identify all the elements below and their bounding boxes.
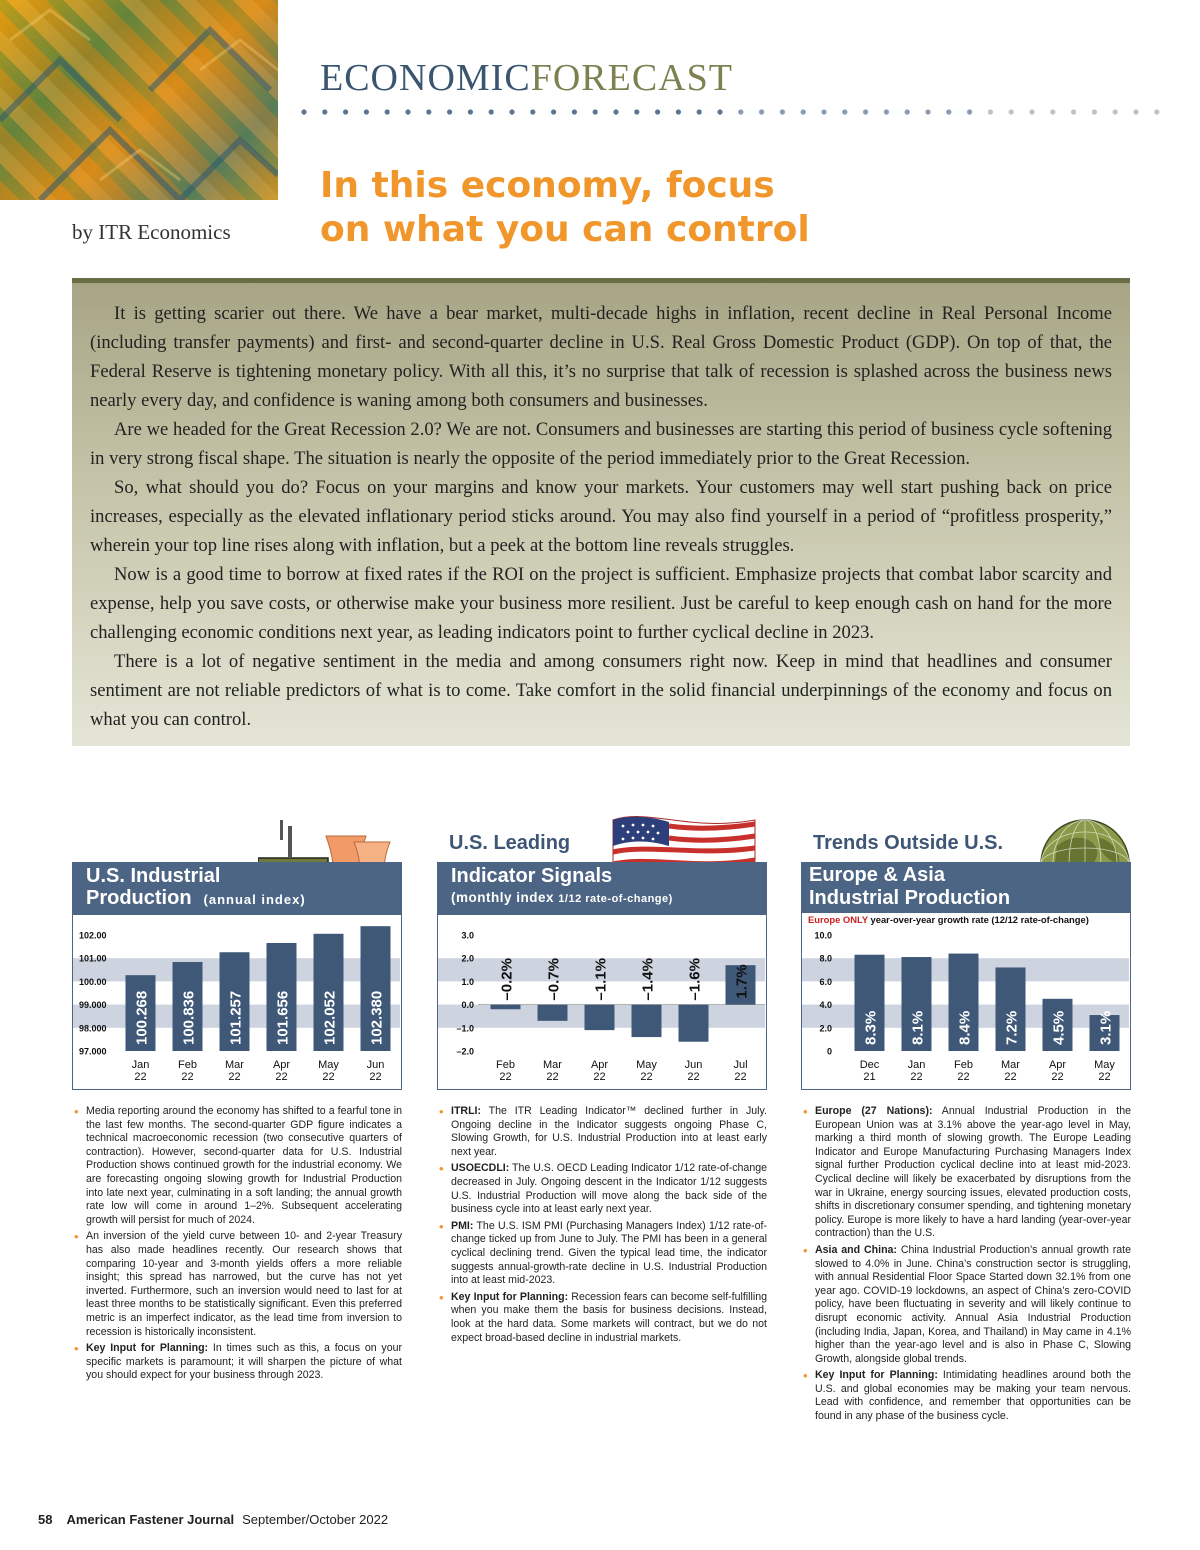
publication-name: American Fastener Journal xyxy=(66,1512,235,1527)
x-tick-label: 21 xyxy=(863,1071,876,1083)
x-tick-label: 22 xyxy=(546,1071,559,1083)
page-footer xyxy=(38,1512,388,1527)
x-tick-label: Jul xyxy=(733,1059,748,1071)
bar-value-label: 8.4% xyxy=(956,1010,974,1045)
x-tick-label: 22 xyxy=(1004,1071,1017,1083)
x-tick-label: May xyxy=(318,1059,339,1071)
y-tick-label: 1.0 xyxy=(461,976,474,987)
chart-header xyxy=(72,862,402,914)
y-tick-label: 97.000 xyxy=(79,1046,107,1057)
section-title: ECONOMICFORECAST xyxy=(320,57,733,99)
chart-body xyxy=(437,914,767,1090)
divider-dot xyxy=(405,109,410,114)
intro-paragraph: So, what should you do? Focus on your margins and know your markets. Your customers may well start pushing back on price increases, especially as the elevated inflationary period sticks around. You may also find yourself in a period of “profitless prosperity,” wherein your top line rises along with inflation, but a peek at the bottom line reveals struggles. xyxy=(90,477,1112,556)
divider-dot xyxy=(530,109,535,114)
intro-paragraph: There is a lot of negative sentiment in the media and among consumers right now. Keep in mind that headlines and consumer sentiment are not reliable predictors of what is to come. Take comfort in the solid financial underpinnings of the economy and focus on what you can control. xyxy=(90,651,1112,730)
bullet-item: • ITRLI: The ITR Leading Indicator™ declined further in July. Ongoing decline in the Indicator suggests ongoing Phase C, Slowing Growth, for U.S. Industrial Production into at least early next year. xyxy=(437,1105,767,1159)
bullet-item: • Europe (27 Nations): Annual Industrial Production in the European Union was at 3.1% above the year-ago level in May, marking a third month of slowing growth. The Europe Leading Indicator and Europe Manufacturing Purchasing Managers Index signal further Production cyclical decline into at least mid-2023. Cyclical decline will likely be exacerbated by disruptions from the war in Ukraine, energy sourcing issues, elevated production costs, shifts in discretionary consumer spending, and tightening monetary policy. Europe is more likely to have a hard landing (year-over-year contraction) than the U.S. xyxy=(801,1105,1131,1241)
x-tick-label: 22 xyxy=(640,1071,653,1083)
divider-dot xyxy=(655,109,660,114)
divider-dot xyxy=(1133,109,1138,114)
divider-dot xyxy=(967,109,972,114)
y-tick-label: 2.0 xyxy=(461,953,474,964)
divider-dot xyxy=(593,109,598,114)
x-tick-label: Jun xyxy=(366,1059,385,1071)
y-tick-label: 0.0 xyxy=(461,1000,474,1011)
intro-paragraph: It is getting scarier out there. We have a bear market, multi-decade highs in inflation, recent decline in Real Personal Income (including transfer payments) and first- and second-quarter decline in U.S. Real Gross Domestic Product (GDP). On top of that, the Federal Reserve is tightening monetary policy. With all this, it’s no surprise that talk of recession is splashed across the business news nearly every day, and confidence is waning among both consumers and businesses. xyxy=(90,303,1112,411)
x-tick-label: 22 xyxy=(181,1071,194,1083)
intro-paragraph: Now is a good time to borrow at fixed rates if the ROI on the project is sufficient. Emphasize projects that combat labor scarcity and expense, help you save costs, or otherwise make your business more resilient. Just be careful to keep enough cash on hand for the more challenging economic conditions next year, as leading indicators point to further cyclical decline in 2023. xyxy=(90,564,1112,643)
x-tick-label: 22 xyxy=(593,1071,606,1083)
divider-dot xyxy=(1154,109,1159,114)
page-number: 58 xyxy=(38,1512,53,1527)
divider-dot xyxy=(821,109,826,114)
y-tick-label: 99.000 xyxy=(79,1000,107,1011)
issue-date: September/October 2022 xyxy=(242,1512,389,1527)
x-tick-label: 22 xyxy=(369,1071,382,1083)
bar-value-label: 1.7% xyxy=(733,964,751,999)
bullet-key: PMI: xyxy=(451,1219,474,1232)
divider-dot xyxy=(322,109,327,114)
y-tick-label: 10.0 xyxy=(814,930,832,941)
x-tick-label: Apr xyxy=(590,1059,609,1071)
chart-body xyxy=(72,914,402,1090)
chart-subtitle: (monthly index xyxy=(451,890,555,905)
divider-dot xyxy=(551,109,556,114)
bar-value-label: 102.380 xyxy=(368,990,386,1045)
bar-value-label: 100.268 xyxy=(133,990,151,1045)
divider-dot xyxy=(1071,109,1076,114)
y-tick-label: 102.00 xyxy=(79,930,107,941)
bar-value-label: 101.656 xyxy=(274,990,292,1045)
article-headline: In this economy, focus on what you can control xyxy=(320,165,810,250)
bullet-key: Europe (27 Nations): xyxy=(815,1105,933,1117)
y-tick-label: 98.000 xyxy=(79,1023,107,1034)
divider-dot xyxy=(489,109,494,114)
divider-dot xyxy=(468,109,473,114)
header-decorative-image xyxy=(0,0,278,200)
chart-title: Industrial Production xyxy=(809,887,1011,909)
divider-dot xyxy=(801,109,806,114)
bar-value-label: 4.5% xyxy=(1050,1010,1068,1045)
x-tick-label: 22 xyxy=(275,1071,288,1083)
bullet-key: Key Input for Planning: xyxy=(86,1342,209,1355)
divider-dot xyxy=(343,109,348,114)
divider-dot xyxy=(1050,109,1055,114)
dotted-divider xyxy=(300,108,1180,116)
x-tick-label: Apr xyxy=(272,1059,291,1071)
divider-dot xyxy=(988,109,993,114)
bar-value-label: –0.2% xyxy=(498,958,516,1001)
bullet-item: • USOECDLI: The U.S. OECD Leading Indicator 1/12 rate-of-change decreased in July. Ongoing descent in the Indicator 1/12 suggests U.S. Industrial Production will move along the back side of the business cycle into at least early next year. xyxy=(437,1162,767,1216)
y-tick-label: 6.0 xyxy=(819,976,832,987)
chart-industrial-production xyxy=(72,818,402,1090)
x-tick-label: Feb xyxy=(496,1059,515,1071)
y-tick-label: 101.00 xyxy=(79,953,107,964)
chart-bar xyxy=(585,1005,615,1031)
bar-value-label: 102.052 xyxy=(321,990,339,1045)
divider-dot xyxy=(759,109,764,114)
chart-body xyxy=(801,912,1131,1090)
x-tick-label: 22 xyxy=(910,1071,923,1083)
bar-value-label: –1.1% xyxy=(592,958,610,1001)
bullet-item: • Key Input for Planning: Recession fears can become self-fulfilling when you make them the basis for business decisions. Instead, look at the hard data. Some markets will contract, but we do not expect broad-based decline in industrial markets. xyxy=(437,1291,767,1345)
chart-title: Indicator Signals xyxy=(451,865,613,887)
chart-subtitle: (annual index) xyxy=(203,892,306,907)
x-tick-label: 22 xyxy=(322,1071,335,1083)
x-tick-label: May xyxy=(1094,1059,1115,1071)
divider-dot xyxy=(509,109,514,114)
chart-bar xyxy=(632,1005,662,1037)
chart-title: Production xyxy=(86,887,192,909)
divider-dot xyxy=(301,109,306,114)
x-tick-label: Mar xyxy=(225,1059,244,1071)
divider-dot xyxy=(364,109,369,114)
divider-dot xyxy=(905,109,910,114)
bullet-key: Asia and China: xyxy=(815,1243,897,1256)
chart-bar xyxy=(679,1005,709,1042)
bar-value-label: 8.3% xyxy=(862,1010,880,1045)
divider-dot xyxy=(863,109,868,114)
x-tick-label: 22 xyxy=(957,1071,970,1083)
bullet-key: USOECDLI: xyxy=(451,1162,510,1175)
bar-value-label: –1.4% xyxy=(639,958,657,1001)
column-2 xyxy=(437,1105,767,1348)
x-tick-label: 22 xyxy=(687,1071,700,1083)
bar-value-label: 3.1% xyxy=(1097,1010,1115,1045)
x-tick-label: Jan xyxy=(907,1059,926,1071)
bullet-item: • PMI: The U.S. ISM PMI (Purchasing Managers Index) 1/12 rate-of-change ticked up from June to July. The PMI has been in a general cyclical declining trend. Given the typical lead time, the indicator suggests annual-growth-rate decline in U.S. Industrial Production into at least mid-2023. xyxy=(437,1220,767,1288)
divider-dot xyxy=(676,109,681,114)
divider-dot xyxy=(738,109,743,114)
divider-dot xyxy=(842,109,847,114)
divider-dot xyxy=(884,109,889,114)
bullet-item: • An inversion of the yield curve between 10- and 2-year Treasury has also made headlines recently. Our research shows that comparing 10-year and 3-month yields offers a more reliable insight; this spread has narrowed, but the curve has not yet inverted. Furthermore, such an inversion would need to last for at least three months to be statistically significant. Even this preferred metric is an imperfect indicator, as the lead time from inversion to recession is historically inconsistent. xyxy=(72,1230,402,1339)
chart-title: U.S. Industrial xyxy=(86,865,221,887)
divider-dot xyxy=(1113,109,1118,114)
column-3 xyxy=(801,1105,1131,1427)
divider-dot xyxy=(697,109,702,114)
bar-value-label: –0.7% xyxy=(545,958,563,1001)
bullet-item: • Key Input for Planning: Intimidating headlines around both the U.S. and global economies may be making your team nervous. Lead with confidence, and remember that opportunities can be found in any phase of the business cycle. xyxy=(801,1369,1131,1423)
chart-title: Europe & Asia xyxy=(809,864,945,886)
chart-bar xyxy=(491,1005,521,1010)
y-tick-label: 0 xyxy=(826,1046,832,1057)
intro-box xyxy=(72,278,1130,746)
bullet-item: • Key Input for Planning: In times such as this, a focus on your specific markets is paramount; it will sharpen the picture of what you should expect for your business through 2023. xyxy=(72,1342,402,1383)
x-tick-label: Jan xyxy=(131,1059,150,1071)
y-tick-label: –2.0 xyxy=(456,1046,474,1057)
divider-dot xyxy=(385,109,390,114)
chart-bar xyxy=(538,1005,568,1021)
y-tick-label: 100.00 xyxy=(79,976,107,987)
bullet-key: ITRLI: xyxy=(451,1105,482,1117)
y-tick-label: 3.0 xyxy=(461,930,474,941)
divider-dot xyxy=(613,109,618,114)
divider-dot xyxy=(1009,109,1014,114)
divider-dot xyxy=(780,109,785,114)
x-tick-label: 22 xyxy=(1051,1071,1064,1083)
bar-value-label: 8.1% xyxy=(909,1010,927,1045)
divider-dot xyxy=(426,109,431,114)
y-tick-label: 2.0 xyxy=(819,1023,832,1034)
chart-leading-indicators xyxy=(437,818,767,1090)
x-tick-label: Jun xyxy=(684,1059,703,1071)
intro-paragraph: Are we headed for the Great Recession 2.0? We are not. Consumers and businesses are starting this period of business cycle softening in very strong fiscal shape. The situation is nearly the opposite of the period immediately prior to the Great Recession. xyxy=(90,419,1112,469)
x-tick-label: Feb xyxy=(178,1059,197,1071)
x-tick-label: 22 xyxy=(1098,1071,1111,1083)
x-tick-label: 22 xyxy=(734,1071,747,1083)
bullet-item: • Asia and China: China Industrial Production’s annual growth rate slowed to 4.0% in June. China’s construction sector is struggling, with annual Residential Floor Space Started down 32.1% from one year ago. COVID-19 lockdowns, an aspect of China’s zero-COVID policy, have been fluctuating in severity and will likely continue to disrupt economic activity. Annual Asia Industrial Production (including India, Japan, Korea, and Thailand) in May came in 4.1% higher than the year-ago level and is also in Phase C, Slowing Growth, alongside global trends. xyxy=(801,1244,1131,1366)
chart-header xyxy=(801,862,1131,912)
x-tick-label: Feb xyxy=(954,1059,973,1071)
bullet-item: • Media reporting around the economy has shifted to a fearful tone in the last few months. The second-quarter GDP figure indicates a technical macroeconomic recession (two consecutive quarters of contraction). However, second-quarter data for U.S. Industrial Production shows continued growth for the industrial economy. We are forecasting ongoing slowing growth for Industrial Production into late next year, culminating in a soft landing; the annual growth rate low will come in around 1–2%. Subsequent accelerating growth will persist for much of 2024. xyxy=(72,1105,402,1227)
y-tick-label: 4.0 xyxy=(819,1000,832,1011)
divider-dot xyxy=(925,109,930,114)
chart-subtitle: 1/12 rate-of-change) xyxy=(558,893,673,905)
x-tick-label: 22 xyxy=(499,1071,512,1083)
divider-dot xyxy=(634,109,639,114)
bar-value-label: 7.2% xyxy=(1003,1010,1021,1045)
bullet-key: Key Input for Planning: xyxy=(451,1290,569,1303)
chart-outer-title: Trends Outside U.S. xyxy=(813,832,1004,854)
column-1 xyxy=(72,1105,402,1386)
x-tick-label: May xyxy=(636,1059,657,1071)
chart-europe-asia xyxy=(801,818,1131,1090)
divider-dot xyxy=(1092,109,1097,114)
divider-dot xyxy=(717,109,722,114)
bullet-key: Key Input for Planning: xyxy=(815,1369,938,1382)
bar-value-label: –1.6% xyxy=(686,958,704,1001)
x-tick-label: Mar xyxy=(543,1059,562,1071)
divider-dot xyxy=(447,109,452,114)
divider-dot xyxy=(946,109,951,114)
x-tick-label: Mar xyxy=(1001,1059,1020,1071)
chart-outer-title: U.S. Leading xyxy=(449,832,571,854)
y-tick-label: –1.0 xyxy=(456,1023,474,1034)
divider-dot xyxy=(1029,109,1034,114)
x-tick-label: Apr xyxy=(1048,1059,1067,1071)
divider-dot xyxy=(572,109,577,114)
x-tick-label: 22 xyxy=(134,1071,147,1083)
y-tick-label: 8.0 xyxy=(819,953,832,964)
byline: by ITR Economics xyxy=(72,220,231,244)
chart-header xyxy=(437,862,767,914)
x-tick-label: 22 xyxy=(228,1071,241,1083)
bar-value-label: 100.836 xyxy=(180,990,198,1045)
bar-value-label: 101.257 xyxy=(227,990,245,1045)
chart-note: Europe ONLY year-over-year growth rate (12/12 rate-of-change) xyxy=(808,914,1089,925)
x-tick-label: Dec xyxy=(859,1059,880,1071)
